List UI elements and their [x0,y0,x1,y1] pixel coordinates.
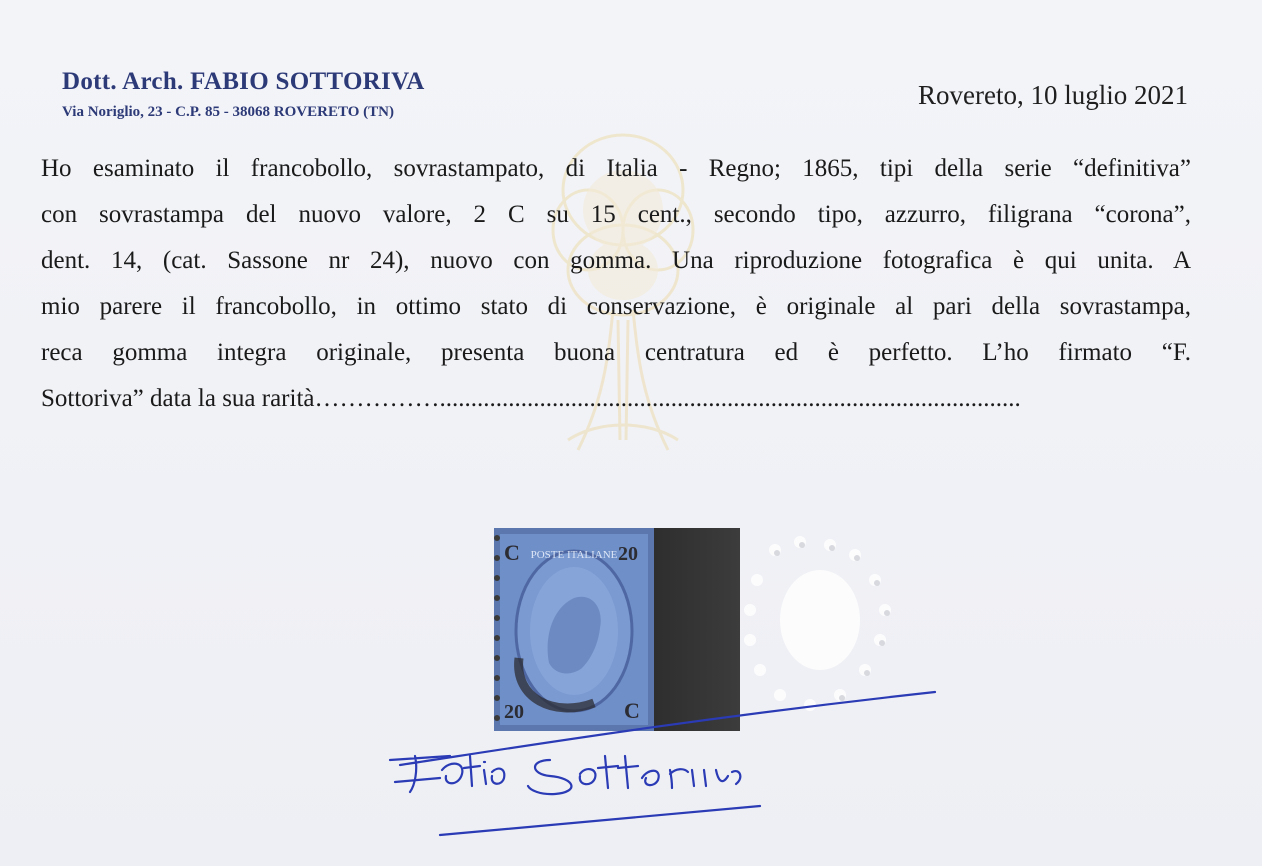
stamp-corner-tl: C [504,540,520,565]
stamp-corner-tr: 20 [618,543,638,565]
issuer-name: Dott. Arch. FABIO SOTTORIVA [62,68,425,95]
stamp-top-text: POSTE ITALIANE [530,549,618,561]
issuer-address: Via Noriglio, 23 - C.P. 85 - 38068 ROVERETO (TN) [62,104,394,120]
text-line: reca gomma integra originale, presenta buona centratura ed è perfetto. L’ho firmato “F. [41,339,1191,366]
certificate-text [41,146,1191,422]
place-date: Rovereto, 10 luglio 2021 [918,80,1188,110]
text-line: mio parere il francobollo, in ottimo stato di conservazione, è originale al pari della sovrastampa, [41,293,1191,320]
text-line: con sovrastampa del nuovo valore, 2 C su 15 cent., secondo tipo, azzurro, filigrana “corona”, [41,201,1191,228]
signature [380,690,940,840]
text-line: Sottoriva” data la sua rarità……………............................................................................................. [41,385,1021,412]
stamp-corner-bl: 20 [504,701,524,723]
stamp-corner-br: C [624,698,640,723]
text-line: Ho esaminato il francobollo, sovrastampato, di Italia - Regno; 1865, tipi della serie “definitiva” [41,155,1191,182]
text-line: dent. 14, (cat. Sassone nr 24), nuovo con gomma. Una riproduzione fotografica è qui unita. A [41,247,1191,274]
